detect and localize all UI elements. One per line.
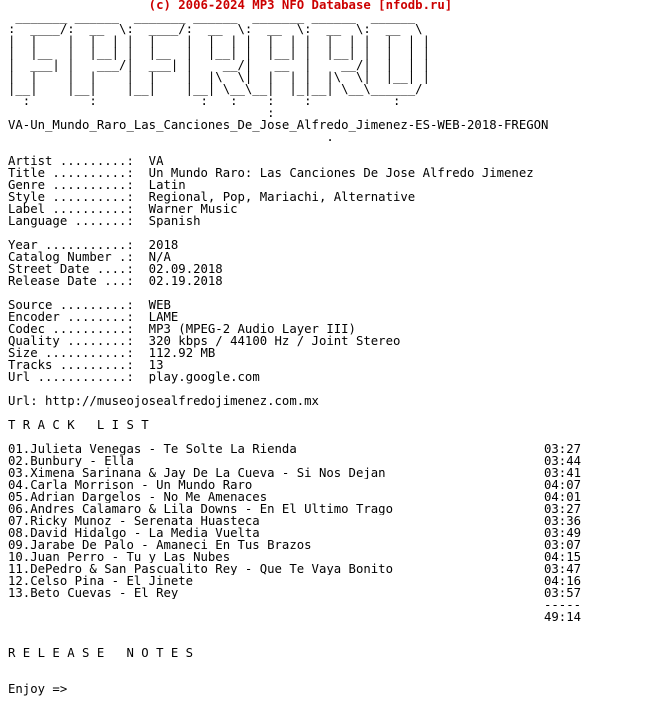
info-value: 02.19.2018 xyxy=(148,274,223,288)
blank-line xyxy=(8,659,581,671)
info-value: 13 xyxy=(148,358,164,372)
info-label: Title ..........: xyxy=(8,166,134,180)
info-label: Encoder ........: xyxy=(8,310,134,324)
info-label: Codec ..........: xyxy=(8,322,134,336)
track-row xyxy=(8,563,581,575)
track-row xyxy=(8,539,581,551)
track-row xyxy=(8,479,581,491)
track-duration: 03:07 xyxy=(544,538,582,552)
info-value: play.google.com xyxy=(148,370,260,384)
logo-line-7: |__| |__| |__| |__| \__\__| |_|__| \__\______/ xyxy=(8,82,423,96)
info-label: Size ...........: xyxy=(8,346,134,360)
track-name: 12.Celso Pina - El Jinete xyxy=(8,575,194,587)
url-line: Url: http://museojosealfredojimenez.com.mx xyxy=(8,394,319,408)
info-value: Latin xyxy=(148,178,186,192)
track-duration: 03:49 xyxy=(544,526,582,540)
info-value: MP3 (MPEG-2 Audio Layer III) xyxy=(148,322,356,336)
logo-line-1: _______ ______ _______ ______ _______ ______ ______ xyxy=(8,10,416,24)
info-value: Regional, Pop, Mariachi, Alternative xyxy=(148,190,416,204)
track-name: 04.Carla Morrison - Un Mundo Raro xyxy=(8,479,253,491)
info-release-date xyxy=(8,275,581,287)
track-row xyxy=(8,587,581,599)
track-name: 13.Beto Cuevas - El Rey xyxy=(8,587,179,599)
track-duration: 03:57 xyxy=(544,586,582,600)
copyright-header: (c) 2006-2024 MP3 NFO Database [nfodb.ru] xyxy=(8,0,453,12)
track-name: 02.Bunbury - Ella xyxy=(8,455,134,467)
blank-line xyxy=(8,671,581,683)
track-name: 11.DePedro & San Pascualito Rey - Que Te Vaya Bonito xyxy=(8,563,393,575)
info-label: Language .......: xyxy=(8,214,134,228)
info-value: 320 kbps / 44100 Hz / Joint Stereo xyxy=(148,334,401,348)
info-value: N/A xyxy=(148,250,171,264)
blank-line xyxy=(8,623,581,635)
tracklist-heading: T R A C K L I S T xyxy=(8,418,149,432)
track-name: 03.Ximena Sarinana & Jay De La Cueva - Si Nos Dejan xyxy=(8,467,386,479)
info-url xyxy=(8,371,581,383)
track-duration: 03:47 xyxy=(544,562,582,576)
track-duration: 03:41 xyxy=(544,466,582,480)
info-language xyxy=(8,215,581,227)
track-name: 05.Adrian Dargelos - No Me Amenaces xyxy=(8,491,268,503)
title-dot: . xyxy=(8,130,334,144)
info-value: 02.09.2018 xyxy=(148,262,223,276)
track-row xyxy=(8,527,581,539)
track-duration: 03:44 xyxy=(544,454,582,468)
track-name: 10.Juan Perro - Tu y Las Nubes xyxy=(8,551,231,563)
track-duration: 04:15 xyxy=(544,550,582,564)
logo-line-9: : xyxy=(8,106,275,120)
info-label: Artist .........: xyxy=(8,154,134,168)
total-separator-row xyxy=(8,599,581,611)
logo-line-3: | | | | | | | | | | | | | | | | | | | | xyxy=(8,34,430,48)
track-row xyxy=(8,503,581,515)
info-label: Quality ........: xyxy=(8,334,134,348)
track-name: 09.Jarabe De Palo - Amaneci En Tus Brazos xyxy=(8,539,312,551)
info-value: 112.92 MB xyxy=(148,346,216,360)
total-duration-row xyxy=(8,611,581,623)
info-value: LAME xyxy=(148,310,179,324)
info-value: Spanish xyxy=(148,214,201,228)
info-value: VA xyxy=(148,154,164,168)
info-label: Release Date ...: xyxy=(8,274,134,288)
info-value: Warner Music xyxy=(148,202,238,216)
info-value: WEB xyxy=(148,298,171,312)
info-label: Year ...........: xyxy=(8,238,134,252)
nfo-document xyxy=(8,0,581,695)
info-label: Street Date ....: xyxy=(8,262,134,276)
track-name: 01.Julieta Venegas - Te Solte La Rienda xyxy=(8,443,297,455)
track-duration: 03:36 xyxy=(544,514,582,528)
track-name: 07.Ricky Munoz - Serenata Huasteca xyxy=(8,515,260,527)
track-row xyxy=(8,515,581,527)
track-duration: 04:16 xyxy=(544,574,582,588)
track-name: 08.David Hidalgo - La Media Vuelta xyxy=(8,527,260,539)
track-row xyxy=(8,443,581,455)
info-label: Catalog Number .: xyxy=(8,250,134,264)
total-separator: ----- xyxy=(544,598,582,612)
track-duration: 04:07 xyxy=(544,478,582,492)
release-notes-heading: R E L E A S E N O T E S xyxy=(8,646,194,660)
track-duration: 03:27 xyxy=(544,502,582,516)
logo-line-6: | | | | | | | |\ \| | | | |\ \| |__| | xyxy=(8,70,430,84)
release-title: VA-Un_Mundo_Raro_Las_Canciones_De_Jose_Alfredo_Jimenez-ES-WEB-2018-FREGON xyxy=(8,118,549,132)
logo-line-2: : ____/: __ \: ____/: __ \: __ \: __ \: __ \ xyxy=(8,22,423,36)
track-name: 06.Andres Calamaro & Lila Downs - En El Ultimo Trago xyxy=(8,503,393,515)
info-label: Source .........: xyxy=(8,298,134,312)
info-label: Style ..........: xyxy=(8,190,134,204)
track-row xyxy=(8,491,581,503)
info-label: Tracks .........: xyxy=(8,358,134,372)
track-row xyxy=(8,551,581,563)
total-duration: 49:14 xyxy=(544,610,582,624)
release-notes-text: Enjoy => xyxy=(8,682,68,696)
info-label: Genre ..........: xyxy=(8,178,134,192)
track-row xyxy=(8,467,581,479)
logo-line-4: | |__ | |__| | |__ | |__| | |__| | |__| | | | | xyxy=(8,46,430,60)
track-row xyxy=(8,455,581,467)
logo-line-5: | ___| | ___/| ___| | __/| __ | __/| | | | xyxy=(8,58,430,72)
info-value: Un Mundo Raro: Las Canciones De Jose Alfredo Jimenez xyxy=(148,166,534,180)
track-row xyxy=(8,575,581,587)
info-label: Label ..........: xyxy=(8,202,134,216)
blank-line xyxy=(8,431,581,443)
track-duration: 03:27 xyxy=(544,442,582,456)
info-label: Url ............: xyxy=(8,370,134,384)
track-duration: 04:01 xyxy=(544,490,582,504)
info-value: 2018 xyxy=(148,238,179,252)
logo-line-8: : : : : : : : xyxy=(8,94,401,108)
